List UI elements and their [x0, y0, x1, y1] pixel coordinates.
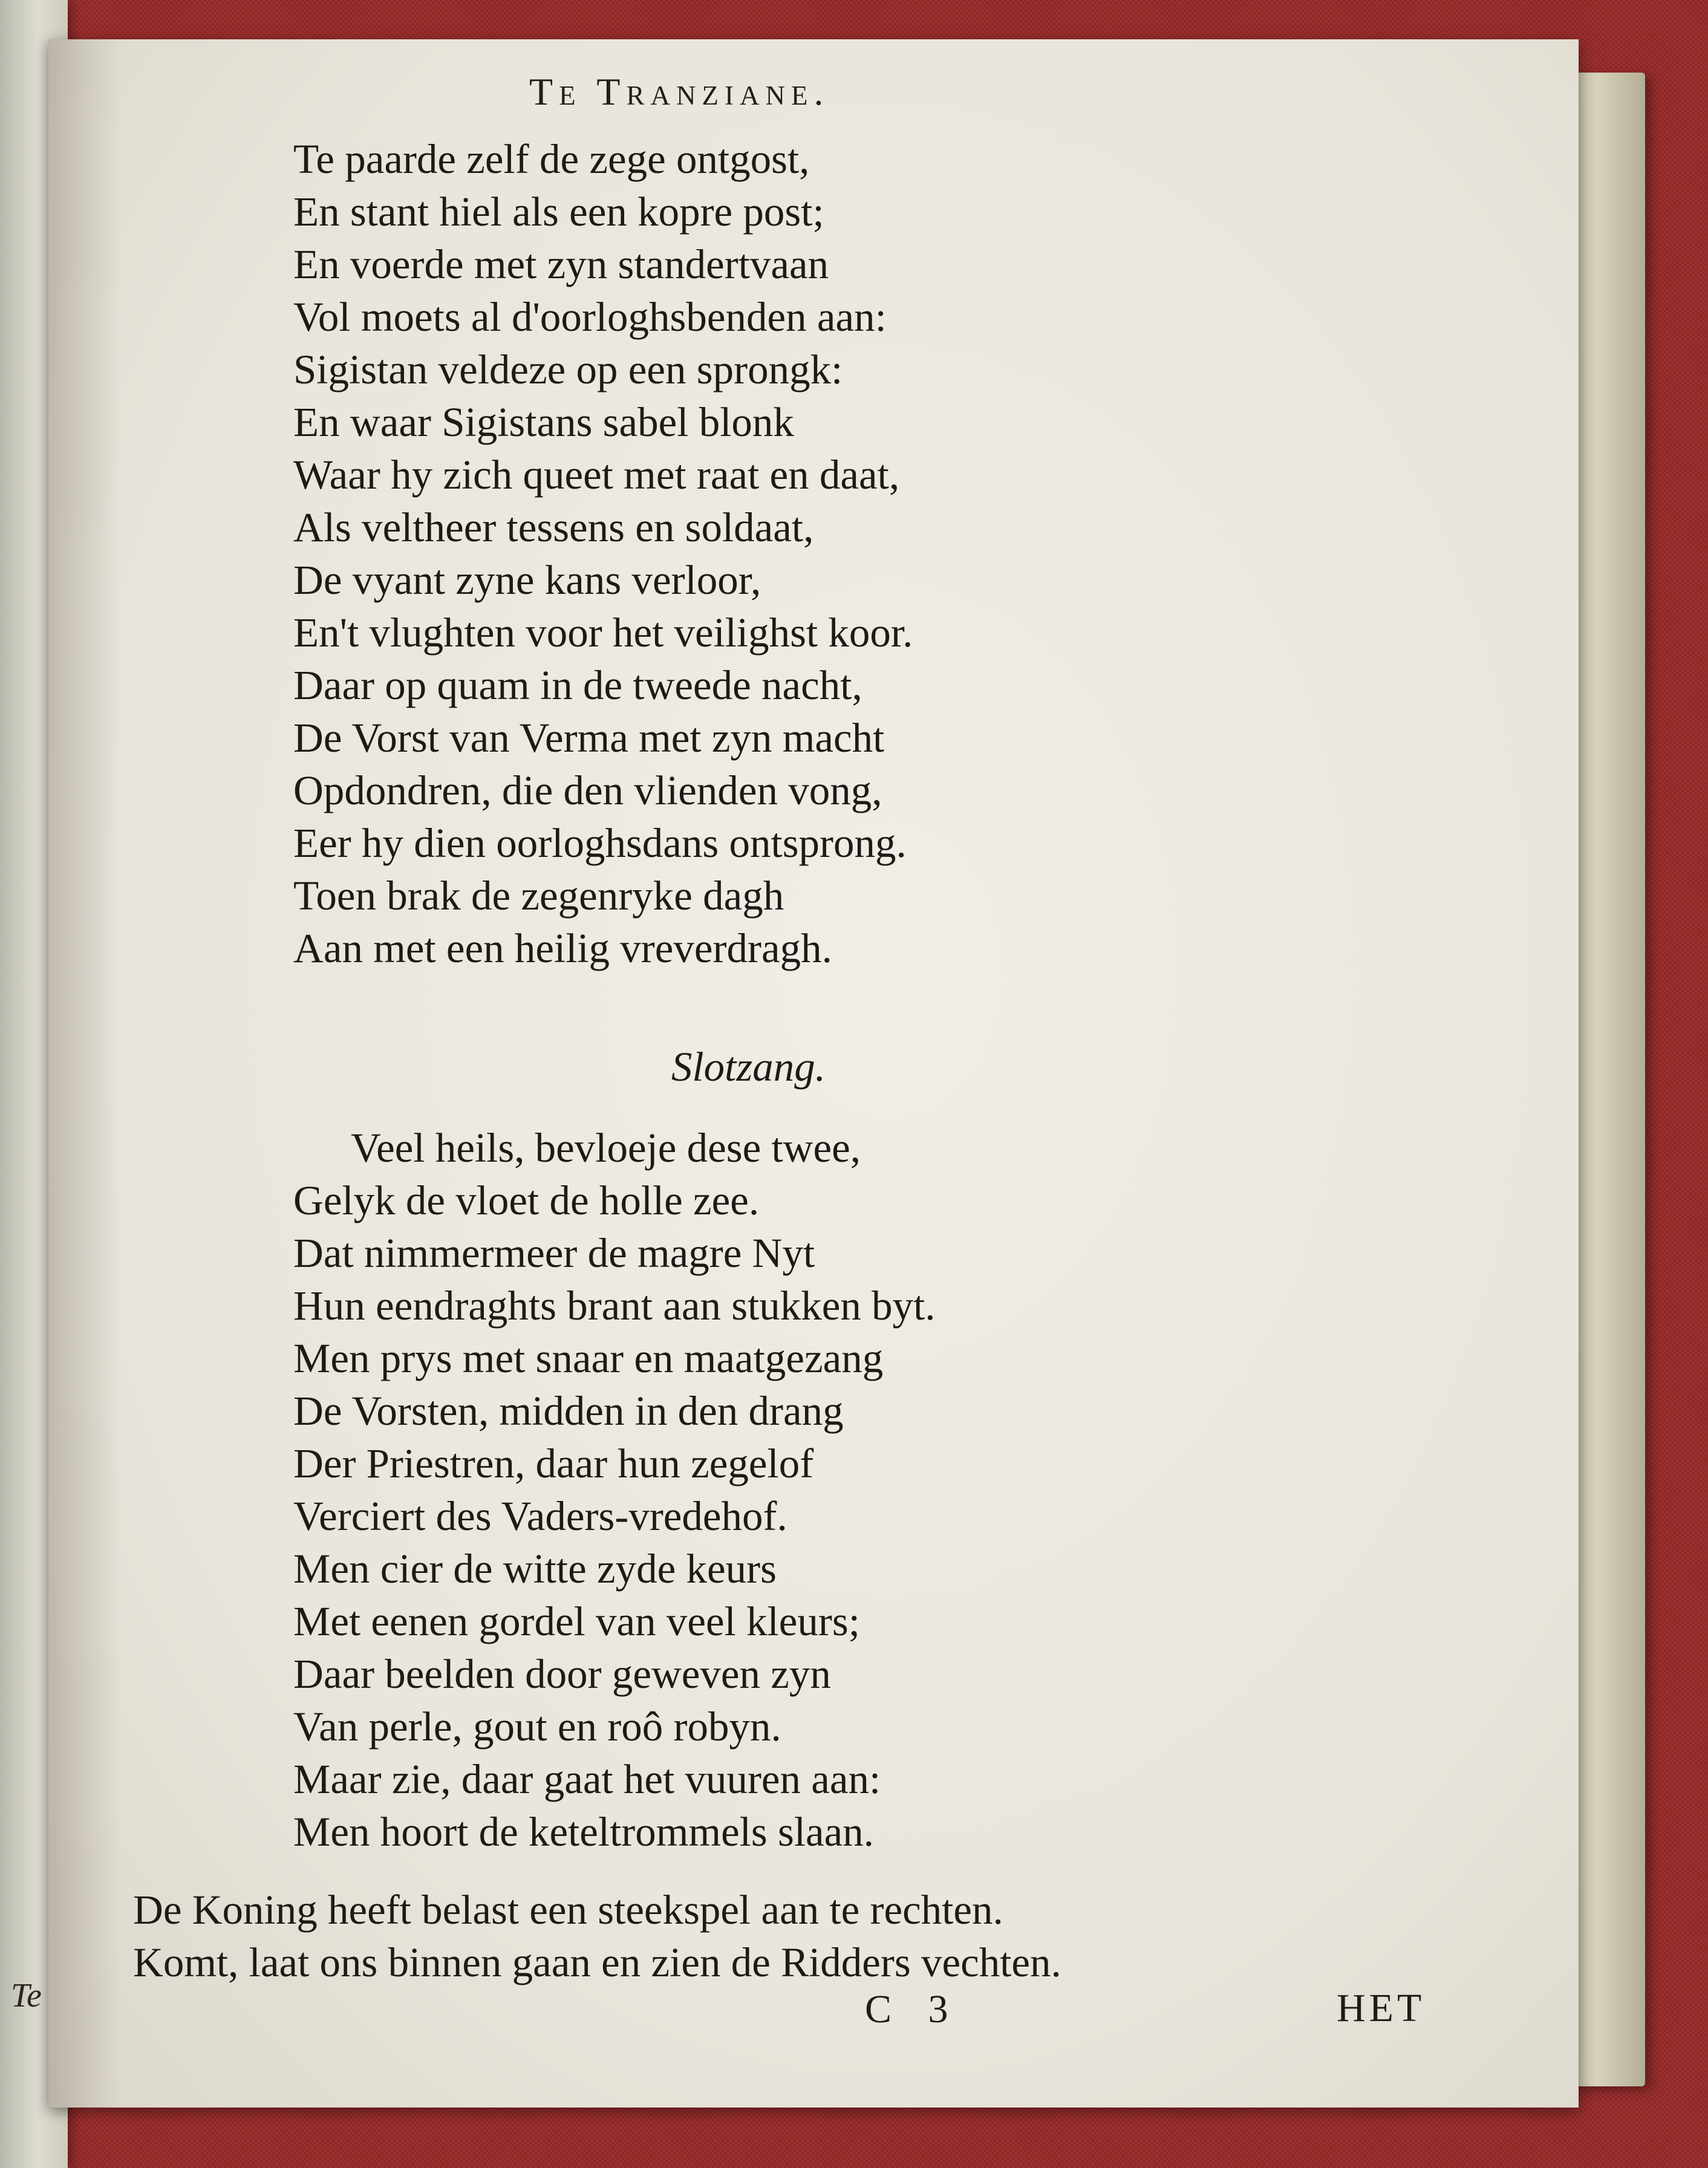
verse-line: De vyant zyne kans verloor, [293, 557, 761, 603]
verse-line: De Vorst van Verma met zyn macht [293, 715, 885, 761]
running-head [529, 70, 830, 114]
closing-line: De Koning heeft belast een steekspel aan te rechten. [133, 1887, 1003, 1933]
verse-line: Te paarde zelf de zege ontgost, [293, 136, 810, 182]
verse-line: Aan met een heilig vreverdragh. [293, 925, 832, 971]
verse-line: En waar Sigistans sabel blonk [293, 399, 794, 445]
verse-line: Opdondren, die den vlienden vong, [293, 767, 882, 813]
book-page [48, 39, 1579, 2108]
verse-line: Men cier de witte zyde keurs [293, 1546, 777, 1592]
verse-line: Sigistan veldeze op een sprongk: [293, 347, 843, 392]
verse-line: Men hoort de keteltrommels slaan. [293, 1809, 875, 1855]
section-title: Slotzang. [671, 1044, 826, 1090]
verse-line: Met eenen gordel van veel kleurs; [293, 1598, 860, 1644]
verse-line: Toen brak de zegenryke dagh [293, 873, 784, 919]
verse-line: Dat nimmermeer de magre Nyt [293, 1230, 815, 1276]
closing-couplet [133, 1884, 1061, 1989]
verse-line: Hun eendraghts brant aan stukken byt. [293, 1283, 936, 1329]
verse-line: Daar op quam in de tweede nacht, [293, 662, 862, 708]
verse-line: Men prys met snaar en maatgezang [293, 1335, 884, 1381]
left-page-catchword: Te [11, 1977, 42, 2014]
gutter-shadow [48, 39, 121, 2108]
catchword: HET [1337, 1986, 1426, 2030]
verse-line: En't vlughten voor het veilighst koor. [293, 610, 913, 656]
slotzang-block [293, 1122, 936, 1858]
verse-line: Gelyk de vloet de holle zee. [293, 1177, 760, 1223]
verse-line: En voerde met zyn standertvaan [293, 241, 829, 287]
verse-line: Verciert des Vaders-vredehof. [293, 1493, 787, 1539]
verse-block [293, 133, 913, 975]
verse-line: Eer hy dien oorloghsdans ontsprong. [293, 820, 907, 866]
verse-line: Vol moets al d'oorloghsbenden aan: [293, 294, 887, 340]
running-head-text: Te Tranziane. [529, 70, 830, 113]
closing-line: Komt, laat ons binnen gaan en zien de Ridders vechten. [133, 1939, 1061, 1985]
slotzang-first-line: Veel heils, bevloeje dese twee, [351, 1125, 861, 1171]
verse-line: De Vorsten, midden in den drang [293, 1388, 844, 1434]
verse-line: Der Priestren, daar hun zegelof [293, 1440, 814, 1486]
verse-line: Waar hy zich queet met raat en daat, [293, 452, 900, 498]
verse-line: Als veltheer tessens en soldaat, [293, 504, 814, 550]
verse-line: Daar beelden door geweven zyn [293, 1651, 831, 1697]
verse-line: En stant hiel als een kopre post; [293, 189, 824, 235]
signature-mark: C 3 [865, 1987, 962, 2031]
verse-line: Maar zie, daar gaat het vuuren aan: [293, 1756, 881, 1802]
verse-line: Van perle, gout en roô robyn. [293, 1704, 781, 1750]
